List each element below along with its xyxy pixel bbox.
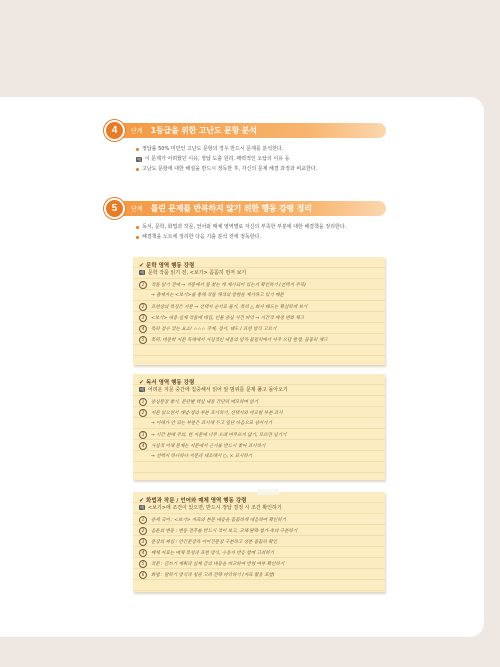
note-heading: ✔ 독서 영역 행동 강령: [139, 378, 195, 386]
example-tag: 예: [137, 156, 141, 162]
note-line: 6 화법 : 말하기 방식과 청중 고려 전략 파악하기 (자료 활용 포함): [139, 571, 275, 579]
step4-title: 1등급을 위한 고난도 문항 분석: [150, 126, 257, 135]
note-line: → 이해가 안 되는 부분은 표시해 두고 일단 다음으로 넘어가기: [151, 421, 272, 426]
note-line: → 출제자는 <보기>를 통해 작품 해석의 방향을 제시하고 있기 때문: [151, 293, 284, 298]
note-line: → 선택지 하나하나 지문과 대조해서 ○, × 표시하기: [151, 454, 253, 459]
note-line: 4 사실적 이해 문제는 지문에서 근거를 반드시 찾아 표시하기: [139, 442, 265, 450]
note-line: 2 음운의 변동 : 변동 전후를 반드시 적어 보고, 교체·탈락·첨가·축약 구분하기: [139, 527, 297, 535]
note-line: 4 매체 자료는 매체 특성과 표현 방식, 수용자 반응 함께 고려하기: [139, 549, 274, 557]
step5-bullets: [136, 222, 346, 242]
note-line: 2 지문 읽으면서 개념·정의 부분 표시하기, 선택지와 비교할 부분 표시: [139, 409, 283, 417]
step4-number-badge: 4: [104, 120, 125, 141]
example-tag: 예: [140, 387, 144, 392]
step4-word: 단계: [131, 128, 143, 135]
step4-header: [104, 123, 386, 138]
note-language: [133, 492, 385, 592]
checkmark-icon: ✔: [139, 496, 145, 504]
checkmark-icon: ✔: [139, 261, 145, 269]
example-tag: 예: [140, 505, 144, 510]
note-line: 1 중심문장 찾기, 문단별 핵심 내용 간단히 메모하며 읽기: [139, 398, 258, 406]
step5-number-badge: 5: [104, 198, 125, 219]
step5-bullet-1: 독서, 문학, 화법과 작문, 언어와 매체 영역별로 자신의 부족한 부분에 대한 해결책을 정리한다.: [136, 222, 346, 232]
note-line: 1 중세 국어 : <보기> 자료와 본문 내용을 꼼꼼하게 대응하여 확인하기: [139, 516, 286, 524]
step5-title: 틀린 문제를 반복하지 않기 위한 행동 강령 정리: [150, 204, 312, 213]
note-heading: ✔ 문학 영역 행동 강령: [139, 261, 195, 269]
step5-bullet-2: 해결책을 노트에 정리한 다음 기출 분석 전에 정독한다.: [136, 232, 346, 242]
note-line: 5 작문 : 글쓰기 계획과 실제 글의 내용을 비교하여 반영 여부 확인하기: [139, 560, 284, 568]
example-tag: 예: [140, 270, 144, 275]
note-line: 2 표현상의 특징은 지문 → 선택지 순서로 풀기, 특히 △ 화자 태도는 확실하게 보기: [139, 303, 307, 311]
note-line: 4 특히 점수 깎는 요소! ☆☆☆ 주제, 정서, 태도 / 표현 방식 고르기: [139, 325, 276, 333]
step4-bullet-2: 예 이 문제가 어려웠던 이유, 정답 도출 원리, 매력적인 오답의 이유 등: [137, 156, 290, 162]
checkmark-icon: ✔: [139, 378, 145, 386]
note-line: 3 <보기> 내용 실제 작품에 대입, 인물 중심 사건 파악 → 시간적 배경 변화 체크: [139, 314, 304, 322]
note-line: 1 작품 읽기 전에 → 지문에서 뭘 찾는 게 제시되어 있는지 확인하기 (선택지 주목): [139, 281, 306, 289]
note-line: 5 특히, 비문학 지문 독해에서 사실적인 내용의 일치·불일치에서 자주 오답 발생, 꼼꼼히 체크: [139, 336, 328, 344]
step4-bullets: [136, 144, 317, 174]
step4-bullet-1: 정답률 50% 미만인 고난도 문항의 경우 반드시 문제를 분석한다.: [136, 144, 317, 154]
bullet-dot-icon: [136, 226, 139, 229]
step5-word: 단계: [131, 206, 143, 213]
note-example: 예 <보기>에 조건이 있으면, 반드시 정답 결정 시 조건 확인하기: [140, 505, 282, 511]
bullet-dot-icon: [136, 168, 139, 171]
bullet-dot-icon: [136, 148, 139, 151]
note-line: 3 → 시간 분배 주의, 한 지문에 너무 오래 머무르지 않기, 모르면 넘기기: [139, 431, 286, 439]
note-example: 예 문학 작품 읽기 전, <보기> 꼼꼼히 먼저 보기: [140, 270, 247, 276]
note-example: 예 어려운 지문 중간에 집중해서 읽어 알 범위를 문제 풀고 돌아오기: [140, 387, 288, 393]
note-heading: ✔ 화법과 작문 / 언어와 매체 영역 행동 강령: [139, 496, 247, 504]
note-line: 3 문장의 짜임 : 안긴문장과 이어진문장 구분하고 성분 꼼꼼히 확인: [139, 538, 277, 546]
note-literature: [133, 257, 385, 365]
step5-header: [104, 201, 386, 216]
tape-decoration: [257, 488, 279, 495]
note-reading: [133, 374, 385, 480]
bullet-dot-icon: [136, 236, 139, 239]
step4-bullet-3: 고난도 문항에 대한 해설을 반드시 정독한 후, 자신의 문제 해결 과정과 비교한다.: [136, 164, 317, 174]
